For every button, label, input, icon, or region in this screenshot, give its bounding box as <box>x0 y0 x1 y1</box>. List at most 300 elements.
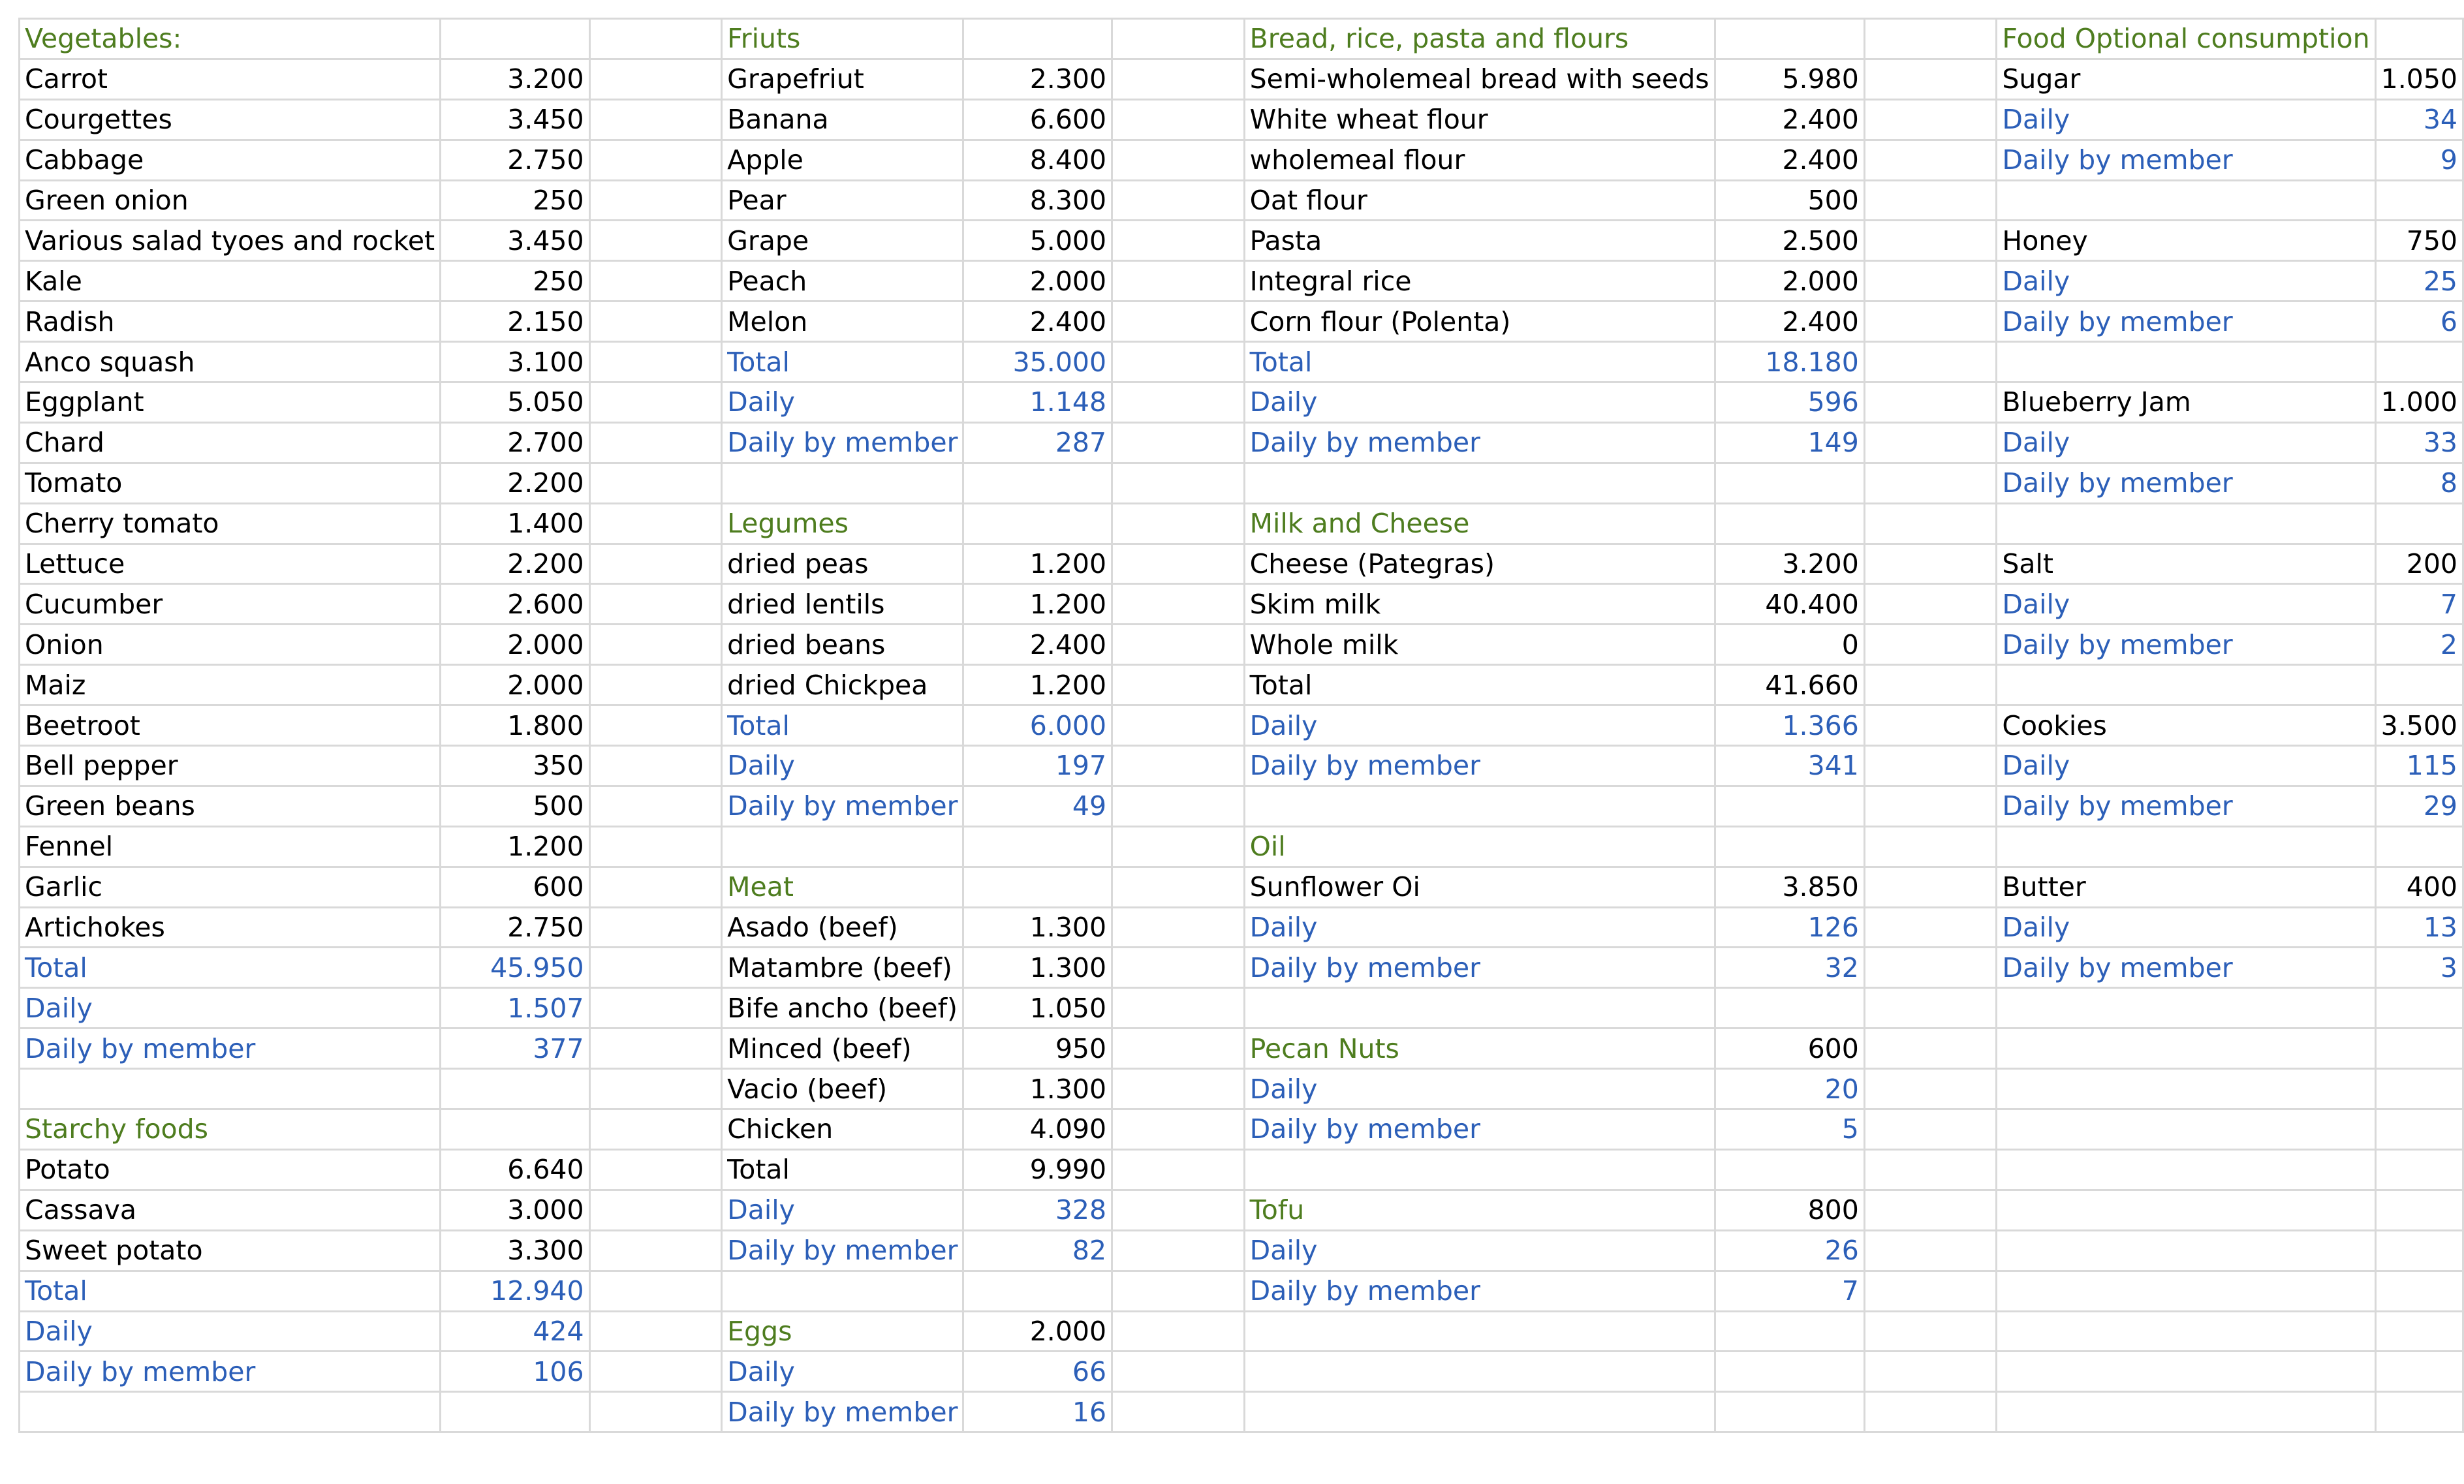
sheet-cell[interactable] <box>589 503 722 544</box>
sheet-cell[interactable] <box>589 422 722 463</box>
sheet-cell[interactable]: 2.000 <box>1715 261 1864 301</box>
sheet-cell[interactable]: 25 <box>2375 261 2463 301</box>
sheet-cell[interactable] <box>589 1392 722 1432</box>
sheet-cell[interactable]: Daily <box>1997 907 2375 948</box>
sheet-cell[interactable] <box>963 463 1112 503</box>
sheet-cell[interactable] <box>1112 180 1245 221</box>
sheet-cell[interactable]: Green beans <box>20 786 441 826</box>
sheet-cell[interactable] <box>1864 342 1997 382</box>
sheet-cell[interactable]: 3.300 <box>441 1230 589 1271</box>
sheet-cell[interactable]: 32 <box>1715 948 1864 988</box>
sheet-cell[interactable] <box>1112 826 1245 867</box>
sheet-cell[interactable]: Cassava <box>20 1190 441 1230</box>
sheet-cell[interactable] <box>2375 988 2463 1028</box>
sheet-cell[interactable] <box>1715 826 1864 867</box>
sheet-cell[interactable] <box>1112 1149 1245 1190</box>
sheet-cell[interactable]: Grapefriut <box>722 59 963 99</box>
sheet-cell[interactable]: Skim milk <box>1244 584 1715 625</box>
sheet-cell[interactable]: 1.200 <box>963 544 1112 584</box>
sheet-cell[interactable] <box>1997 180 2375 221</box>
sheet-cell[interactable]: 3.100 <box>441 342 589 382</box>
sheet-cell[interactable]: Cucumber <box>20 584 441 625</box>
sheet-cell[interactable]: 1.400 <box>441 503 589 544</box>
sheet-cell[interactable]: Food Optional consumption <box>1997 19 2375 59</box>
sheet-cell[interactable] <box>1864 544 1997 584</box>
sheet-cell[interactable]: Total <box>20 1271 441 1311</box>
sheet-cell[interactable]: Matambre (beef) <box>722 948 963 988</box>
sheet-cell[interactable]: 1.200 <box>441 826 589 867</box>
sheet-cell[interactable] <box>1864 59 1997 99</box>
sheet-cell[interactable]: 2.150 <box>441 301 589 342</box>
sheet-cell[interactable] <box>1997 1028 2375 1069</box>
sheet-cell[interactable] <box>1112 1069 1245 1109</box>
sheet-cell[interactable]: 3.850 <box>1715 867 1864 907</box>
sheet-cell[interactable]: Daily by member <box>1244 1109 1715 1150</box>
sheet-cell[interactable]: 3.450 <box>441 99 589 140</box>
sheet-cell[interactable] <box>2375 1271 2463 1311</box>
sheet-cell[interactable]: 1.200 <box>963 665 1112 705</box>
sheet-cell[interactable] <box>1244 786 1715 826</box>
sheet-cell[interactable]: Daily by member <box>1997 625 2375 665</box>
sheet-cell[interactable]: 2.000 <box>963 1311 1112 1352</box>
sheet-cell[interactable]: Daily <box>20 988 441 1028</box>
sheet-cell[interactable]: 6 <box>2375 301 2463 342</box>
sheet-cell[interactable] <box>1112 1230 1245 1271</box>
sheet-cell[interactable] <box>963 1271 1112 1311</box>
sheet-cell[interactable]: Legumes <box>722 503 963 544</box>
sheet-cell[interactable]: Green onion <box>20 180 441 221</box>
sheet-cell[interactable] <box>1112 261 1245 301</box>
sheet-cell[interactable]: Courgettes <box>20 99 441 140</box>
sheet-cell[interactable]: 2.500 <box>1715 221 1864 261</box>
sheet-cell[interactable]: Total <box>722 705 963 746</box>
sheet-cell[interactable] <box>1112 382 1245 423</box>
sheet-cell[interactable]: Eggs <box>722 1311 963 1352</box>
sheet-cell[interactable]: 200 <box>2375 544 2463 584</box>
sheet-cell[interactable] <box>589 948 722 988</box>
sheet-cell[interactable]: 9 <box>2375 140 2463 180</box>
sheet-cell[interactable] <box>1112 1311 1245 1352</box>
sheet-cell[interactable]: 800 <box>1715 1190 1864 1230</box>
sheet-cell[interactable] <box>2375 1352 2463 1392</box>
sheet-cell[interactable]: Milk and Cheese <box>1244 503 1715 544</box>
sheet-cell[interactable]: 5 <box>1715 1109 1864 1150</box>
sheet-cell[interactable] <box>589 140 722 180</box>
sheet-cell[interactable]: 2.000 <box>441 665 589 705</box>
sheet-cell[interactable]: Potato <box>20 1149 441 1190</box>
sheet-cell[interactable]: 2.750 <box>441 140 589 180</box>
sheet-cell[interactable] <box>1864 826 1997 867</box>
sheet-cell[interactable] <box>1864 503 1997 544</box>
sheet-cell[interactable]: Daily <box>1244 382 1715 423</box>
sheet-cell[interactable]: Daily by member <box>1997 140 2375 180</box>
sheet-cell[interactable]: Daily <box>1997 746 2375 786</box>
sheet-cell[interactable] <box>1112 625 1245 665</box>
sheet-cell[interactable] <box>589 1028 722 1069</box>
sheet-cell[interactable]: Whole milk <box>1244 625 1715 665</box>
sheet-cell[interactable] <box>1112 503 1245 544</box>
sheet-cell[interactable] <box>1715 988 1864 1028</box>
sheet-cell[interactable]: Daily <box>1997 261 2375 301</box>
sheet-cell[interactable]: 13 <box>2375 907 2463 948</box>
sheet-cell[interactable]: Cheese (Pategras) <box>1244 544 1715 584</box>
sheet-cell[interactable] <box>1864 786 1997 826</box>
sheet-cell[interactable]: 1.000 <box>2375 382 2463 423</box>
sheet-cell[interactable] <box>1997 1230 2375 1271</box>
sheet-cell[interactable]: Blueberry Jam <box>1997 382 2375 423</box>
sheet-cell[interactable]: 115 <box>2375 746 2463 786</box>
sheet-cell[interactable] <box>1864 705 1997 746</box>
sheet-cell[interactable]: 2.400 <box>1715 140 1864 180</box>
sheet-cell[interactable] <box>1864 1392 1997 1432</box>
sheet-cell[interactable] <box>1997 1392 2375 1432</box>
sheet-cell[interactable]: dried lentils <box>722 584 963 625</box>
sheet-cell[interactable]: 8.300 <box>963 180 1112 221</box>
sheet-cell[interactable]: Honey <box>1997 221 2375 261</box>
sheet-cell[interactable]: Tofu <box>1244 1190 1715 1230</box>
sheet-cell[interactable]: Daily <box>1244 1069 1715 1109</box>
sheet-cell[interactable] <box>441 19 589 59</box>
sheet-cell[interactable] <box>2375 1230 2463 1271</box>
sheet-cell[interactable] <box>1864 1271 1997 1311</box>
sheet-cell[interactable] <box>722 826 963 867</box>
sheet-cell[interactable] <box>589 180 722 221</box>
sheet-cell[interactable]: 29 <box>2375 786 2463 826</box>
sheet-cell[interactable] <box>2375 1311 2463 1352</box>
sheet-cell[interactable]: dried beans <box>722 625 963 665</box>
sheet-cell[interactable] <box>589 786 722 826</box>
sheet-cell[interactable] <box>1997 503 2375 544</box>
sheet-cell[interactable]: Peach <box>722 261 963 301</box>
sheet-cell[interactable]: 341 <box>1715 746 1864 786</box>
sheet-cell[interactable] <box>589 1230 722 1271</box>
sheet-cell[interactable]: Asado (beef) <box>722 907 963 948</box>
sheet-cell[interactable] <box>589 1149 722 1190</box>
sheet-cell[interactable]: 2.400 <box>963 625 1112 665</box>
sheet-cell[interactable] <box>1715 1311 1864 1352</box>
sheet-cell[interactable] <box>589 261 722 301</box>
sheet-cell[interactable]: 600 <box>441 867 589 907</box>
sheet-cell[interactable]: Minced (beef) <box>722 1028 963 1069</box>
sheet-cell[interactable] <box>1864 988 1997 1028</box>
sheet-cell[interactable] <box>1715 19 1864 59</box>
sheet-cell[interactable]: Garlic <box>20 867 441 907</box>
sheet-cell[interactable]: Daily by member <box>722 786 963 826</box>
sheet-cell[interactable] <box>589 584 722 625</box>
sheet-cell[interactable]: Daily by member <box>1244 746 1715 786</box>
sheet-cell[interactable]: Daily <box>1244 1230 1715 1271</box>
sheet-cell[interactable]: 1.148 <box>963 382 1112 423</box>
sheet-cell[interactable]: Daily by member <box>20 1028 441 1069</box>
sheet-cell[interactable] <box>1864 1230 1997 1271</box>
sheet-cell[interactable] <box>963 826 1112 867</box>
sheet-cell[interactable]: Daily by member <box>1997 786 2375 826</box>
sheet-cell[interactable] <box>589 746 722 786</box>
sheet-cell[interactable] <box>441 1069 589 1109</box>
sheet-cell[interactable]: 3.200 <box>441 59 589 99</box>
sheet-cell[interactable]: 5.050 <box>441 382 589 423</box>
sheet-cell[interactable] <box>1864 1352 1997 1392</box>
sheet-cell[interactable]: Daily <box>722 1190 963 1230</box>
sheet-cell[interactable]: Cabbage <box>20 140 441 180</box>
sheet-cell[interactable]: Oat flour <box>1244 180 1715 221</box>
sheet-cell[interactable]: 377 <box>441 1028 589 1069</box>
sheet-cell[interactable] <box>589 1352 722 1392</box>
sheet-cell[interactable] <box>1864 1311 1997 1352</box>
sheet-cell[interactable]: Beetroot <box>20 705 441 746</box>
sheet-cell[interactable]: Radish <box>20 301 441 342</box>
sheet-cell[interactable] <box>1112 1271 1245 1311</box>
sheet-cell[interactable]: Banana <box>722 99 963 140</box>
sheet-cell[interactable]: Daily by member <box>1997 301 2375 342</box>
sheet-cell[interactable]: Daily <box>722 746 963 786</box>
sheet-cell[interactable]: Corn flour (Polenta) <box>1244 301 1715 342</box>
sheet-cell[interactable]: Daily <box>1244 907 1715 948</box>
sheet-cell[interactable]: 20 <box>1715 1069 1864 1109</box>
sheet-cell[interactable] <box>1864 625 1997 665</box>
sheet-cell[interactable] <box>1864 867 1997 907</box>
sheet-cell[interactable]: Daily by member <box>1997 948 2375 988</box>
sheet-cell[interactable]: Daily by member <box>722 422 963 463</box>
sheet-cell[interactable]: 12.940 <box>441 1271 589 1311</box>
sheet-cell[interactable]: Daily by member <box>1244 1271 1715 1311</box>
sheet-cell[interactable]: Total <box>20 948 441 988</box>
sheet-cell[interactable]: 8.400 <box>963 140 1112 180</box>
sheet-cell[interactable]: Meat <box>722 867 963 907</box>
sheet-cell[interactable] <box>1864 1028 1997 1069</box>
sheet-cell[interactable]: Pecan Nuts <box>1244 1028 1715 1069</box>
sheet-cell[interactable] <box>1864 463 1997 503</box>
sheet-cell[interactable]: 750 <box>2375 221 2463 261</box>
sheet-cell[interactable] <box>1112 221 1245 261</box>
sheet-cell[interactable]: Daily <box>722 1352 963 1392</box>
sheet-cell[interactable] <box>1715 463 1864 503</box>
sheet-cell[interactable] <box>1244 1311 1715 1352</box>
sheet-cell[interactable] <box>1112 786 1245 826</box>
sheet-cell[interactable] <box>589 382 722 423</box>
sheet-cell[interactable]: 2.200 <box>441 544 589 584</box>
sheet-cell[interactable]: 41.660 <box>1715 665 1864 705</box>
sheet-cell[interactable] <box>2375 180 2463 221</box>
sheet-cell[interactable] <box>441 1392 589 1432</box>
sheet-cell[interactable]: 3.450 <box>441 221 589 261</box>
sheet-cell[interactable]: Daily <box>722 382 963 423</box>
sheet-cell[interactable]: 7 <box>2375 584 2463 625</box>
sheet-cell[interactable] <box>589 625 722 665</box>
sheet-cell[interactable]: 328 <box>963 1190 1112 1230</box>
sheet-cell[interactable]: Bife ancho (beef) <box>722 988 963 1028</box>
sheet-cell[interactable] <box>2375 1392 2463 1432</box>
sheet-cell[interactable] <box>589 19 722 59</box>
sheet-cell[interactable] <box>1112 1190 1245 1230</box>
sheet-cell[interactable]: Artichokes <box>20 907 441 948</box>
sheet-cell[interactable] <box>1997 1149 2375 1190</box>
sheet-cell[interactable]: 2 <box>2375 625 2463 665</box>
sheet-cell[interactable]: Daily <box>1244 705 1715 746</box>
sheet-cell[interactable]: 106 <box>441 1352 589 1392</box>
sheet-cell[interactable]: 424 <box>441 1311 589 1352</box>
sheet-cell[interactable]: 126 <box>1715 907 1864 948</box>
sheet-cell[interactable]: Daily by member <box>722 1392 963 1432</box>
sheet-cell[interactable]: 3.500 <box>2375 705 2463 746</box>
sheet-cell[interactable]: Cookies <box>1997 705 2375 746</box>
sheet-cell[interactable]: 1.300 <box>963 948 1112 988</box>
sheet-cell[interactable]: 40.400 <box>1715 584 1864 625</box>
sheet-cell[interactable] <box>1112 948 1245 988</box>
sheet-cell[interactable]: 600 <box>1715 1028 1864 1069</box>
sheet-cell[interactable]: Cherry tomato <box>20 503 441 544</box>
sheet-cell[interactable]: 3.200 <box>1715 544 1864 584</box>
sheet-cell[interactable] <box>2375 1109 2463 1150</box>
sheet-cell[interactable] <box>1715 1392 1864 1432</box>
sheet-cell[interactable]: Vacio (beef) <box>722 1069 963 1109</box>
sheet-cell[interactable]: 3 <box>2375 948 2463 988</box>
sheet-cell[interactable]: 66 <box>963 1352 1112 1392</box>
sheet-cell[interactable]: 35.000 <box>963 342 1112 382</box>
sheet-cell[interactable] <box>1715 503 1864 544</box>
sheet-cell[interactable] <box>20 1392 441 1432</box>
sheet-cell[interactable]: Total <box>1244 665 1715 705</box>
sheet-cell[interactable] <box>1864 1109 1997 1150</box>
sheet-cell[interactable]: 2.700 <box>441 422 589 463</box>
sheet-cell[interactable] <box>1864 948 1997 988</box>
sheet-cell[interactable] <box>1112 867 1245 907</box>
sheet-cell[interactable] <box>1244 988 1715 1028</box>
sheet-cell[interactable]: Fennel <box>20 826 441 867</box>
sheet-cell[interactable]: 82 <box>963 1230 1112 1271</box>
sheet-cell[interactable]: Total <box>722 342 963 382</box>
sheet-cell[interactable]: Kale <box>20 261 441 301</box>
sheet-cell[interactable] <box>1112 1109 1245 1150</box>
sheet-cell[interactable]: 26 <box>1715 1230 1864 1271</box>
sheet-cell[interactable]: White wheat flour <box>1244 99 1715 140</box>
sheet-cell[interactable] <box>2375 1028 2463 1069</box>
sheet-cell[interactable] <box>1112 140 1245 180</box>
sheet-cell[interactable]: Chicken <box>722 1109 963 1150</box>
sheet-cell[interactable]: Eggplant <box>20 382 441 423</box>
sheet-cell[interactable] <box>589 59 722 99</box>
sheet-cell[interactable] <box>1715 786 1864 826</box>
sheet-cell[interactable]: 400 <box>2375 867 2463 907</box>
sheet-cell[interactable]: Total <box>1244 342 1715 382</box>
sheet-cell[interactable] <box>1112 544 1245 584</box>
sheet-cell[interactable]: Bell pepper <box>20 746 441 786</box>
sheet-cell[interactable] <box>589 907 722 948</box>
sheet-cell[interactable]: 500 <box>1715 180 1864 221</box>
sheet-cell[interactable] <box>1997 665 2375 705</box>
sheet-cell[interactable] <box>1864 301 1997 342</box>
sheet-cell[interactable]: Daily by member <box>1244 948 1715 988</box>
sheet-cell[interactable] <box>963 503 1112 544</box>
sheet-cell[interactable]: 287 <box>963 422 1112 463</box>
sheet-cell[interactable] <box>1864 221 1997 261</box>
sheet-cell[interactable] <box>589 988 722 1028</box>
sheet-cell[interactable] <box>589 221 722 261</box>
sheet-cell[interactable] <box>1112 746 1245 786</box>
sheet-cell[interactable]: 6.000 <box>963 705 1112 746</box>
sheet-cell[interactable]: Apple <box>722 140 963 180</box>
sheet-cell[interactable]: Integral rice <box>1244 261 1715 301</box>
sheet-cell[interactable]: Sweet potato <box>20 1230 441 1271</box>
sheet-cell[interactable]: 16 <box>963 1392 1112 1432</box>
sheet-cell[interactable]: Friuts <box>722 19 963 59</box>
sheet-cell[interactable] <box>1864 584 1997 625</box>
sheet-cell[interactable]: 5.000 <box>963 221 1112 261</box>
sheet-cell[interactable]: Various salad tyoes and rocket <box>20 221 441 261</box>
sheet-cell[interactable] <box>1997 1190 2375 1230</box>
sheet-cell[interactable]: dried peas <box>722 544 963 584</box>
sheet-cell[interactable] <box>589 1069 722 1109</box>
sheet-cell[interactable] <box>589 867 722 907</box>
sheet-cell[interactable] <box>1112 422 1245 463</box>
sheet-cell[interactable]: 5.980 <box>1715 59 1864 99</box>
sheet-cell[interactable]: Melon <box>722 301 963 342</box>
sheet-cell[interactable] <box>589 463 722 503</box>
sheet-cell[interactable]: 500 <box>441 786 589 826</box>
sheet-cell[interactable]: wholemeal flour <box>1244 140 1715 180</box>
sheet-cell[interactable] <box>1997 342 2375 382</box>
sheet-cell[interactable]: 18.180 <box>1715 342 1864 382</box>
sheet-cell[interactable] <box>963 19 1112 59</box>
sheet-cell[interactable]: 7 <box>1715 1271 1864 1311</box>
sheet-cell[interactable]: 8 <box>2375 463 2463 503</box>
sheet-cell[interactable] <box>589 1271 722 1311</box>
sheet-cell[interactable] <box>1112 59 1245 99</box>
sheet-cell[interactable]: Onion <box>20 625 441 665</box>
sheet-cell[interactable]: 1.366 <box>1715 705 1864 746</box>
sheet-cell[interactable] <box>1112 19 1245 59</box>
sheet-cell[interactable] <box>1864 19 1997 59</box>
sheet-cell[interactable]: Tomato <box>20 463 441 503</box>
sheet-cell[interactable] <box>1864 382 1997 423</box>
sheet-cell[interactable] <box>1112 99 1245 140</box>
sheet-cell[interactable] <box>2375 1149 2463 1190</box>
sheet-cell[interactable]: dried Chickpea <box>722 665 963 705</box>
sheet-cell[interactable]: 6.640 <box>441 1149 589 1190</box>
sheet-cell[interactable]: Daily by member <box>1997 463 2375 503</box>
sheet-cell[interactable] <box>1112 342 1245 382</box>
sheet-cell[interactable]: 33 <box>2375 422 2463 463</box>
sheet-cell[interactable] <box>1244 1352 1715 1392</box>
sheet-cell[interactable]: 1.300 <box>963 907 1112 948</box>
sheet-cell[interactable]: 596 <box>1715 382 1864 423</box>
sheet-cell[interactable]: 3.000 <box>441 1190 589 1230</box>
sheet-cell[interactable] <box>589 342 722 382</box>
sheet-cell[interactable] <box>2375 1190 2463 1230</box>
sheet-cell[interactable]: 350 <box>441 746 589 786</box>
sheet-cell[interactable] <box>589 1190 722 1230</box>
sheet-cell[interactable] <box>589 665 722 705</box>
sheet-cell[interactable]: Butter <box>1997 867 2375 907</box>
sheet-cell[interactable]: 0 <box>1715 625 1864 665</box>
sheet-cell[interactable]: Semi-wholemeal bread with seeds <box>1244 59 1715 99</box>
sheet-cell[interactable] <box>1997 988 2375 1028</box>
sheet-cell[interactable]: 1.200 <box>963 584 1112 625</box>
sheet-cell[interactable]: Total <box>722 1149 963 1190</box>
sheet-cell[interactable] <box>2375 665 2463 705</box>
sheet-cell[interactable] <box>1864 1149 1997 1190</box>
sheet-cell[interactable]: Oil <box>1244 826 1715 867</box>
sheet-cell[interactable]: 2.400 <box>1715 301 1864 342</box>
sheet-cell[interactable]: 2.600 <box>441 584 589 625</box>
sheet-cell[interactable]: Maiz <box>20 665 441 705</box>
sheet-cell[interactable] <box>2375 342 2463 382</box>
sheet-cell[interactable]: Daily <box>1997 584 2375 625</box>
sheet-cell[interactable]: 2.300 <box>963 59 1112 99</box>
sheet-cell[interactable] <box>1244 463 1715 503</box>
sheet-cell[interactable]: 49 <box>963 786 1112 826</box>
sheet-cell[interactable] <box>1112 988 1245 1028</box>
